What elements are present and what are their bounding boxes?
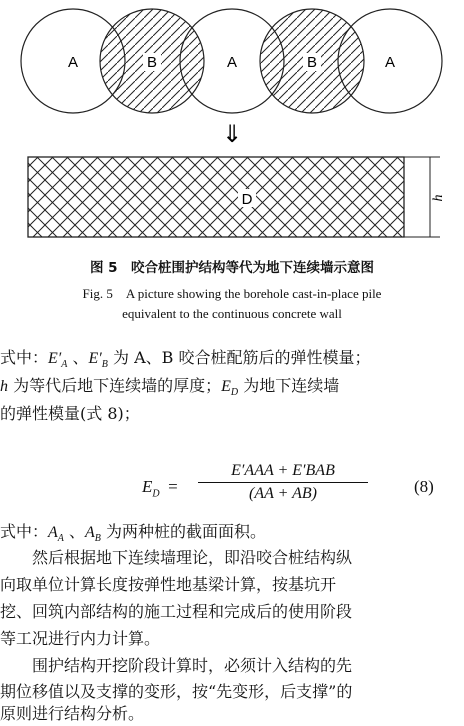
pile-label-3: A xyxy=(226,54,238,71)
paragraph-3-line-2: 期位移值以及支撑的变形，按“先变形，后支撑”的 xyxy=(0,682,353,701)
wall-rect xyxy=(28,157,404,237)
body-line-1: 式中：$E'_A$ 、$E'_B$ 为 A、B 咬合桩配筋后的弹性模量； xyxy=(0,348,371,371)
figure-caption-en-line1: Fig. 5 A picture showing the borehole cast-in-place pile xyxy=(82,286,382,301)
equation-number: (8) xyxy=(414,477,434,496)
body-line-4: 式中：$A_A$ 、$A_B$ 为两种桩的截面面积。 xyxy=(0,522,266,545)
equation-numerator: E′AAA + E′BAB xyxy=(198,462,368,483)
body-line-3: 的弹性模量(式 8)； xyxy=(0,404,140,423)
paragraph-3-line-1: 围护结构开挖阶段计算时，必须计入结构的先 xyxy=(0,656,353,675)
equation-denominator: (AA + AB) xyxy=(249,485,317,502)
body-line-2: h 为等代后地下连续墙的厚度；$E_D$ 为地下连续墙 xyxy=(0,376,340,399)
pile-label-1: A xyxy=(67,54,79,71)
paragraph-3-line-3: 原则进行结构分析。 xyxy=(0,704,145,723)
paragraph-2-line-1: 然后根据地下连续墙理论，即沿咬合桩结构纵 xyxy=(0,548,353,567)
pile-label-5: A xyxy=(384,54,396,71)
figure-caption-en-line2: equivalent to the continuous concrete wall xyxy=(122,306,342,321)
down-arrow-icon: ⇓ xyxy=(221,120,243,148)
paragraph-2-line-2: 向取单位计算长度按弹性地基梁计算，按基坑开 xyxy=(0,575,337,594)
equation-8: $E_D$ = E′AAA + E′BAB (AA + AB) (8) xyxy=(142,462,434,502)
figure-caption-cn: 图 5 咬合桩围护结构等代为地下连续墙示意图 xyxy=(89,260,375,276)
thickness-label: h xyxy=(431,194,446,202)
pile-wall-figure xyxy=(0,0,464,252)
pile-label-2: B xyxy=(146,54,158,71)
paragraph-2-line-4: 等工况进行内力计算。 xyxy=(0,629,161,648)
pile-label-4: B xyxy=(306,54,318,71)
paragraph-2-line-3: 挖、回筑内部结构的施工过程和完成后的使用阶段 xyxy=(0,602,353,621)
wall-label: D xyxy=(241,191,253,208)
